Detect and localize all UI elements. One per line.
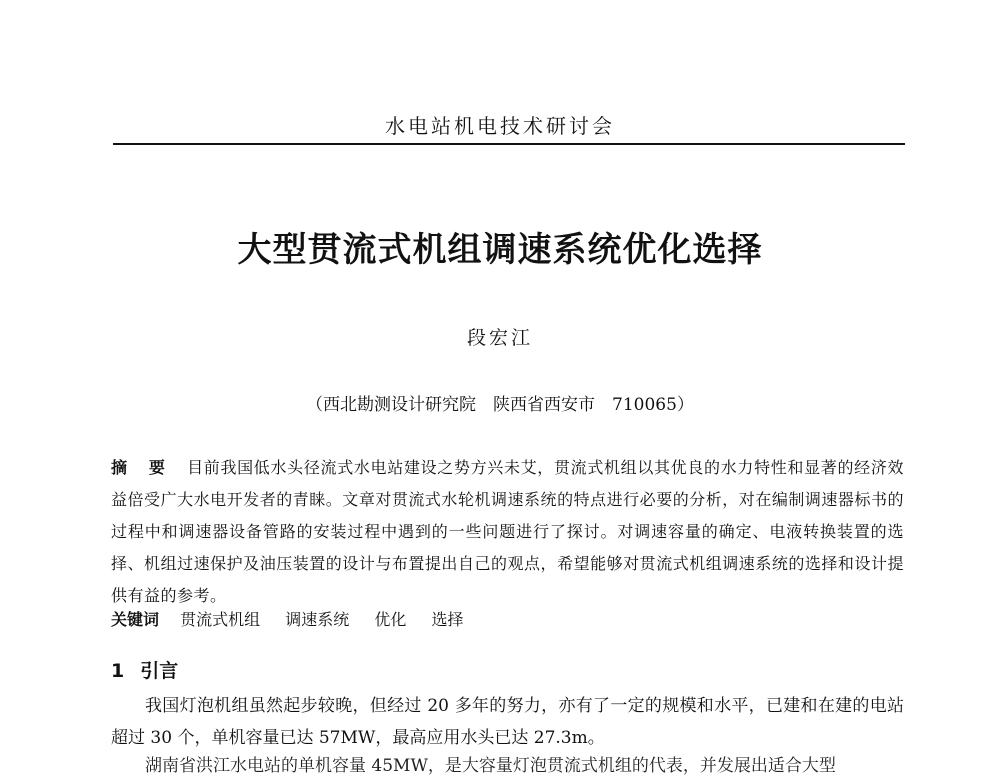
header-rule: [113, 143, 905, 145]
author-name: 段宏江: [466, 327, 533, 349]
keyword: 选择: [431, 610, 464, 629]
section-heading: [111, 657, 904, 685]
section-title: 引言: [140, 660, 179, 682]
abstract-label: 摘 要: [111, 458, 174, 477]
author-affiliation: （西北勘测设计研究院 陕西省西安市 710065）: [306, 395, 694, 415]
section-number: 1: [111, 660, 125, 682]
body-paragraph-cut: 湖南省洪江水电站的单机容量 45MW，是大容量灯泡贯流式机组的代表，并发展出适合大型: [145, 756, 836, 776]
running-header: 水电站机电技术研讨会: [385, 114, 615, 138]
keyword: 优化: [374, 610, 407, 629]
paper-title: 大型贯流式机组调速系统优化选择: [237, 230, 763, 270]
keyword: 贯流式机组: [180, 610, 261, 629]
keywords: [111, 606, 904, 634]
keywords-label: 关键词: [111, 610, 160, 629]
abstract: [111, 452, 904, 612]
keyword: 调速系统: [285, 610, 350, 629]
abstract-text: 目前我国低水头径流式水电站建设之势方兴未艾，贯流式机组以其优良的水力特性和显著的经济效益倍受广大水电开发者的青睐。文章对贯流式水轮机调速系统的特点进行必要的分析，对在编制调速器标书的过程中和调速器设备管路的安装过程中遇到的一些问题进行了探讨。对调速容量的确定、电液转换装置的选择、机组过速保护及油压装置的设计与布置提出自己的观点，希望能够对贯流式机组调速系统的选择和设计提供有益的参考。: [111, 458, 904, 605]
body-paragraph: 我国灯泡机组虽然起步较晚，但经过 20 多年的努力，亦有了一定的规模和水平，已建和在建的电站超过 30 个，单机容量已达 57MW，最高应用水头已达 27.3m。: [111, 696, 904, 748]
